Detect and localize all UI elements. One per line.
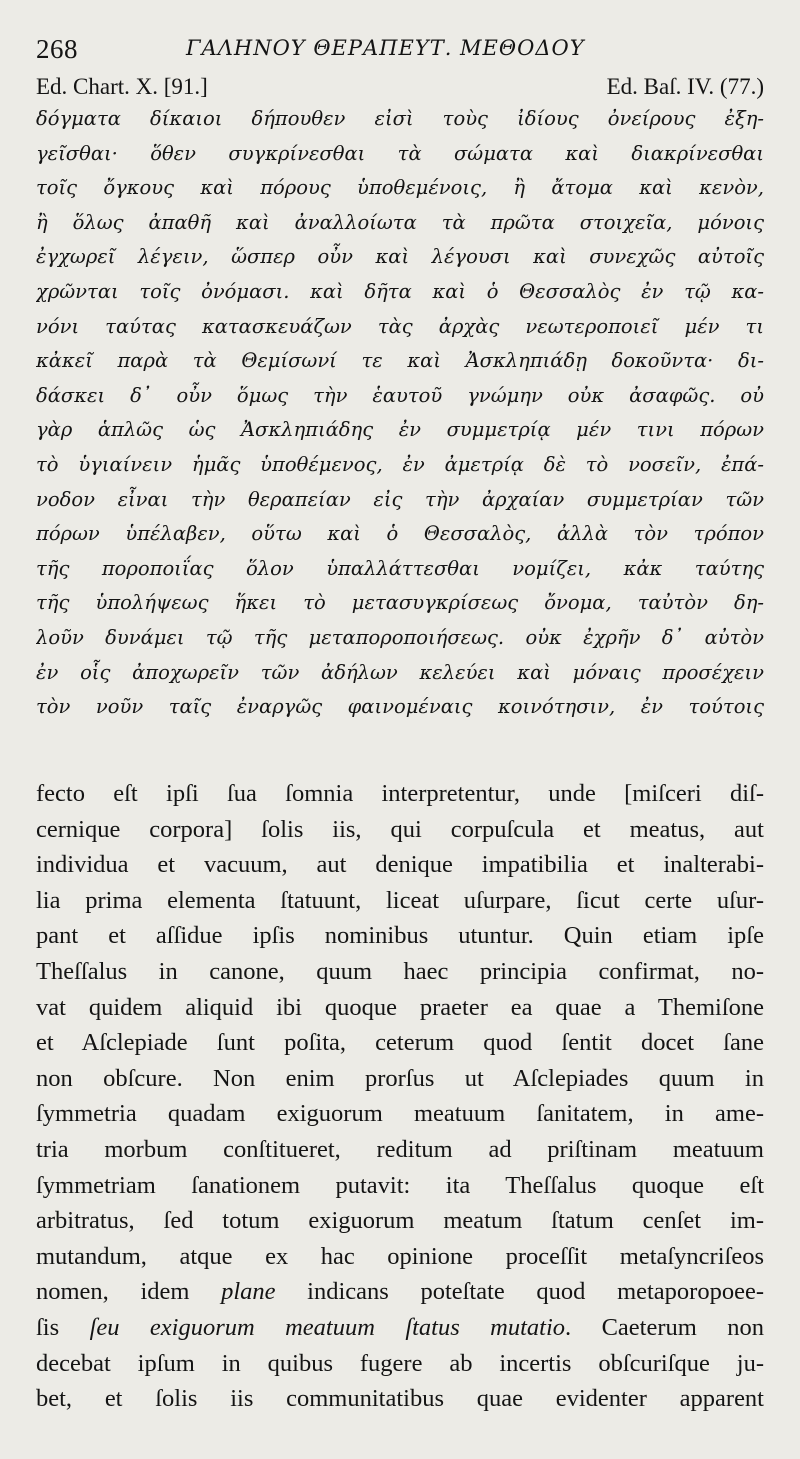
- text-segment: bet, et ſolis iis communitatibus quae evidenter apparent: [36, 1385, 764, 1413]
- latin-text-line: [36, 847, 764, 883]
- edition-reference-chartier: Ed. Chart. X. [91.]: [36, 74, 208, 99]
- latin-text-line: [36, 776, 764, 812]
- italic-phrase: plane: [221, 1278, 276, 1306]
- greek-text-line: γὰρ ἁπλῶς ὡς Ἀσκληπιάδης ἐν συμμετρίᾳ μέν τινι πόρων: [36, 418, 764, 442]
- greek-text-line: ἐν οἷς ἀποχωρεῖν τῶν ἀδήλων κελεύει καὶ μόναις προσέχειν: [36, 660, 764, 684]
- greek-text-line: δόγματα δίκαιοι δήπουθεν εἰσὶ τοὺς ἰδίους ὀνείρους ἐξη-: [36, 107, 764, 130]
- latin-text-line: [36, 1168, 764, 1204]
- text-segment: cernique corpora] ſolis iis, qui corpuſcula et meatus, aut: [36, 815, 764, 843]
- text-segment: vat quidem aliquid ibi quoque praeter ea quae a Themiſone: [36, 993, 764, 1021]
- greek-text-line: λοῦν δυνάμει τῷ τῆς μεταποροποιήσεως. οὐκ ἐχρῆν δ᾽ αὐτὸν: [36, 625, 764, 649]
- latin-text-line: [36, 1381, 764, 1417]
- greek-text-line: δάσκει δ᾽ οὖν ὅμως τὴν ἑαυτοῦ γνώμην οὐκ ἀσαφῶς. οὐ: [36, 383, 764, 407]
- text-segment: non obſcure. Non enim prorſus ut Aſclepiades quum in: [36, 1064, 764, 1092]
- greek-text-line: τοῖς ὄγκους καὶ πόρους ὑποθεμένοις, ἢ ἄτομα καὶ κενὸν,: [36, 176, 764, 200]
- running-title: ΓΑΛΗΝΟΥ ΘΕΡΑΠΕΥΤ. ΜΕΘΟΔΟΥ: [186, 36, 585, 60]
- page-number: 268: [36, 34, 78, 64]
- text-segment: individua et vacuum, aut denique impatibilia et inalterabi-: [36, 851, 764, 879]
- latin-text-line: [36, 1132, 764, 1168]
- latin-text-line: [36, 1274, 764, 1310]
- greek-text: [36, 102, 764, 725]
- text-segment: ſis: [36, 1313, 90, 1341]
- edition-references: [36, 72, 764, 102]
- latin-text-line: [36, 954, 764, 990]
- text-segment: indicans poteſtate quod metaporopoee-: [275, 1278, 764, 1306]
- text-segment: ſymmetriam ſanationem putavit: ita Theſſalus quoque eſt: [36, 1171, 764, 1199]
- text-segment: arbitratus, ſed totum exiguorum meatum ſtatum cenſet im-: [36, 1207, 764, 1235]
- text-segment: nomen, idem: [36, 1278, 222, 1306]
- italic-phrase: ſeu exiguorum meatuum ſtatus mutatio: [89, 1313, 566, 1341]
- greek-text-line: ἐγχωρεῖ λέγειν, ὥσπερ οὖν καὶ λέγουσι καὶ συνεχῶς αὐτοῖς: [36, 245, 764, 269]
- text-segment: et Aſclepiade ſunt poſita, ceterum quod ſentit docet ſane: [36, 1029, 764, 1057]
- greek-text-line: τὸν νοῦν ταῖς ἐναργῶς φαινομέναις κοινότησιν, ἐν τούτοις: [36, 695, 764, 719]
- latin-text-line: [36, 1203, 764, 1239]
- text-segment: tria morbum conſtitueret, reditum ad priſtinam meatuum: [36, 1135, 764, 1163]
- text-segment: Theſſalus in canone, quum haec principia confirmat, no-: [36, 957, 764, 985]
- latin-text-line: [36, 1346, 764, 1382]
- greek-text-line: τῆς ὑπολήψεως ἥκει τὸ μετασυγκρίσεως ὄνομα, ταὐτὸν δη-: [36, 591, 764, 615]
- greek-text-line: πόρων ὑπέλαβεν, οὕτω καὶ ὁ Θεσσαλὸς, ἀλλὰ τὸν τρόπον: [36, 522, 764, 546]
- page-header: [36, 22, 764, 72]
- latin-text-line: [36, 1025, 764, 1061]
- text-segment: lia prima elementa ſtatuunt, liceat uſurpare, ſicut certe uſur-: [36, 886, 764, 914]
- latin-text-line: [36, 990, 764, 1026]
- greek-text-line: ἢ ὅλως ἀπαθῆ καὶ ἀναλλοίωτα τὰ πρῶτα στοιχεῖα, μόνοις: [36, 210, 764, 234]
- text-segment: fecto eſt ipſi ſua ſomnia interpretentur, unde [miſceri diſ-: [36, 780, 764, 807]
- greek-text-line: κἀκεῖ παρὰ τὰ Θεμίσωνί τε καὶ Ἀσκληπιάδῃ δοκοῦντα· δι-: [36, 349, 764, 373]
- latin-text-line: [36, 1239, 764, 1275]
- greek-text-line: χρῶνται τοῖς ὀνόμασι. καὶ δῆτα καὶ ὁ Θεσσαλὸς ἐν τῷ κα-: [36, 279, 764, 303]
- greek-text-line: νοδον εἶναι τὴν θεραπείαν εἰς τὴν ἀρχαίαν συμμετρίαν τῶν: [36, 487, 764, 511]
- greek-text-line: τὸ ὑγιαίνειν ἡμᾶς ὑποθέμενος, ἐν ἀμετρίᾳ δὲ τὸ νοσεῖν, ἐπά-: [36, 452, 764, 476]
- greek-text-line: τῆς ποροποιΐας ὅλον ὑπαλλάττεσθαι νομίζει, κἀκ ταύτης: [36, 556, 764, 580]
- latin-text-line: [36, 1061, 764, 1097]
- edition-reference-basel: Ed. Baſ. IV. (77.): [606, 74, 764, 99]
- latin-text-line: [36, 1096, 764, 1132]
- text-segment: ſymmetria quadam exiguorum meatuum ſanitatem, in ame-: [36, 1100, 764, 1128]
- text-segment: . Caeterum non: [565, 1313, 764, 1341]
- latin-text-line: [36, 1310, 764, 1346]
- greek-text-line: γεῖσθαι· ὅθεν συγκρίνεσθαι τὰ σώματα καὶ διακρίνεσθαι: [36, 141, 764, 165]
- latin-text-line: [36, 918, 764, 954]
- text-segment: pant et aſſidue ipſis nominibus utuntur. Quin etiam ipſe: [36, 922, 764, 950]
- greek-text-line: νόνι ταύτας κατασκευάζων τὰς ἀρχὰς νεωτεροποιεῖ μέν τι: [36, 314, 764, 338]
- latin-text-line: [36, 812, 764, 848]
- latin-text-line: [36, 883, 764, 919]
- text-segment: decebat ipſum in quibus fugere ab incertis obſcuriſque ju-: [36, 1349, 764, 1377]
- latin-text: [36, 776, 764, 1417]
- text-segment: mutandum, atque ex hac opinione proceſſit metaſyncriſeos: [36, 1242, 764, 1270]
